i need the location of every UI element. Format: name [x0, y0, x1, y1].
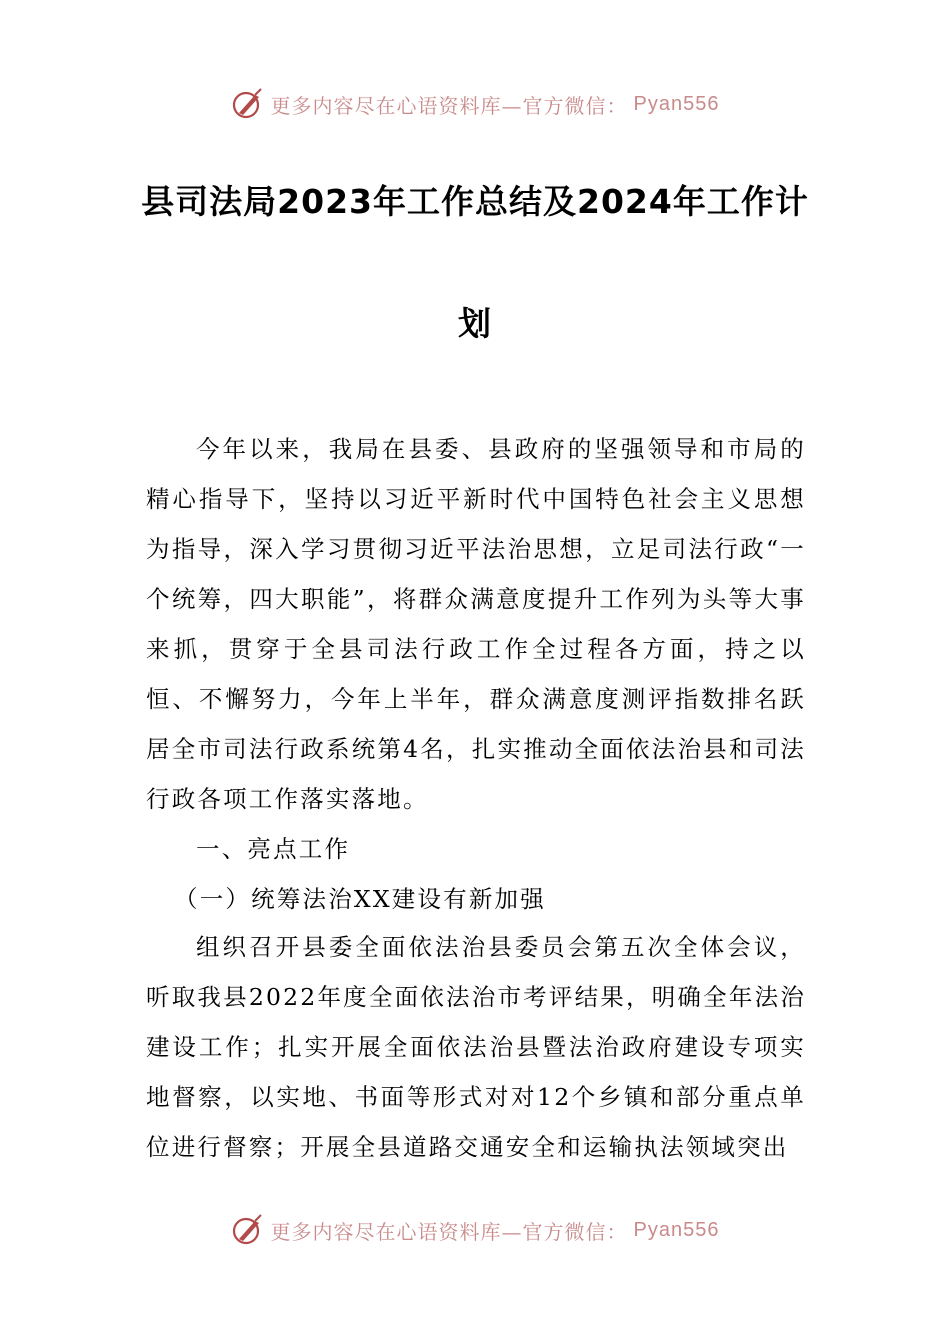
pen-logo-icon — [231, 87, 265, 121]
watermark-footer — [0, 1210, 950, 1250]
watermark-text: 更多内容尽在心语资料库—官方微信： — [270, 93, 628, 118]
paragraph-body: 组织召开县委全面依法治县委员会第五次全体会议，听取我县2022年度全面依法治市考评结果，明确全年法治建设工作；扎实开展全面依法治县暨法治政府建设专项实地督察，以实地、书面等形式对对12个乡镇和部分重点单位进行督察；开展全县道路交通安全和运输执法领域突出 — [146, 933, 806, 1161]
watermark-text: 更多内容尽在心语资料库—官方微信： — [270, 1219, 628, 1244]
paragraph-intro: 今年以来，我局在县委、县政府的坚强领导和市局的精心指导下，坚持以习近平新时代中国特色社会主义思想为指导，深入学习贯彻习近平法治思想，立足司法行政“一个统筹，四大职能”，将群众满意度提升工作列为头等大事来抓，贯穿于全县司法行政工作全过程各方面，持之以恒、不懈努力，今年上半年，群众满意度测评指数排名跃居全市司法行政系统第4名，扎实推动全面依法治县和司法行政各项工作落实落地。 — [146, 435, 806, 813]
watermark-wechat-id: Pyan556 — [633, 92, 720, 115]
subsection-heading-1: （一）统筹法治XX建设有新加强 — [174, 885, 546, 913]
section-heading-1: 一、亮点工作 — [196, 835, 351, 863]
pen-logo-icon — [231, 1213, 265, 1247]
watermark-wechat-id: Pyan556 — [633, 1218, 720, 1241]
document-title-line1: 县司法局2023年工作总结及2024年工作计 — [141, 182, 809, 221]
document-title-line2: 划 — [458, 304, 492, 343]
watermark-header — [0, 84, 950, 124]
